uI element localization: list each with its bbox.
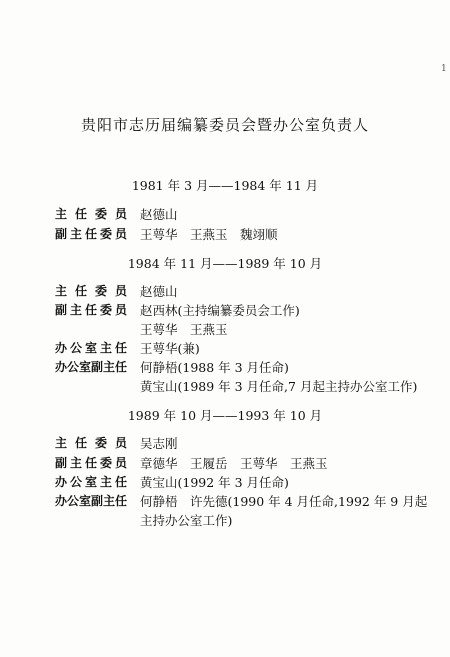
s1-chairman-label: 主任委员 [55,207,127,221]
s3-deputy-director-cont: 主持办公室工作) [140,513,233,528]
s2-chairman-label: 主任委员 [55,284,127,298]
period-1: 1981 年 3 月——1984 年 11 月 [131,178,319,193]
s1-vice-chairman-label: 副主任委员 [55,227,127,241]
s2-chairman-value: 赵德山 [140,284,178,299]
s3-chairman-label: 主任委员 [55,436,127,450]
s2-vice-chairman-value: 赵西林(主持编纂委员会工作) [140,303,300,318]
s2-office-director-value: 王萼华(兼) [140,341,200,356]
s3-vice-chairman-label: 副主任委员 [55,456,127,470]
s2-office-director-label: 办公室主任 [55,341,127,355]
s2-vice-chairman-label: 副主任委员 [55,303,127,317]
s3-office-director-label: 办公室主任 [55,475,127,489]
period-3: 1989 年 10 月——1993 年 10 月 [127,408,323,423]
s3-vice-chairman-value: 章德华 王履岳 王萼华 王燕玉 [140,456,328,471]
corner-mark: 1 [441,64,447,74]
period-2: 1984 年 11 月——1989 年 10 月 [127,256,323,271]
s2-vice-chairman-cont: 王萼华 王燕玉 [140,322,228,337]
s3-deputy-director-label: 办公室副主任 [55,494,128,508]
s3-chairman-value: 吴志刚 [140,436,178,451]
s3-office-director-value: 黄宝山(1992 年 3 月任命) [140,475,289,490]
s1-chairman-value: 赵德山 [140,207,178,222]
s2-deputy-director-value: 何静梧(1988 年 3 月任命) [140,360,289,375]
page-title: 贵阳市志历届编纂委员会暨办公室负责人 [80,116,369,134]
s3-deputy-director-value: 何静梧 许先德(1990 年 4 月任命,1992 年 9 月起 [140,494,428,509]
s2-deputy-director-label: 办公室副主任 [55,360,128,374]
s1-vice-chairman-value: 王萼华 王燕玉 魏翊顺 [140,227,278,242]
s2-deputy-director-cont: 黄宝山(1989 年 3 月任命,7 月起主持办公室工作) [140,379,418,394]
